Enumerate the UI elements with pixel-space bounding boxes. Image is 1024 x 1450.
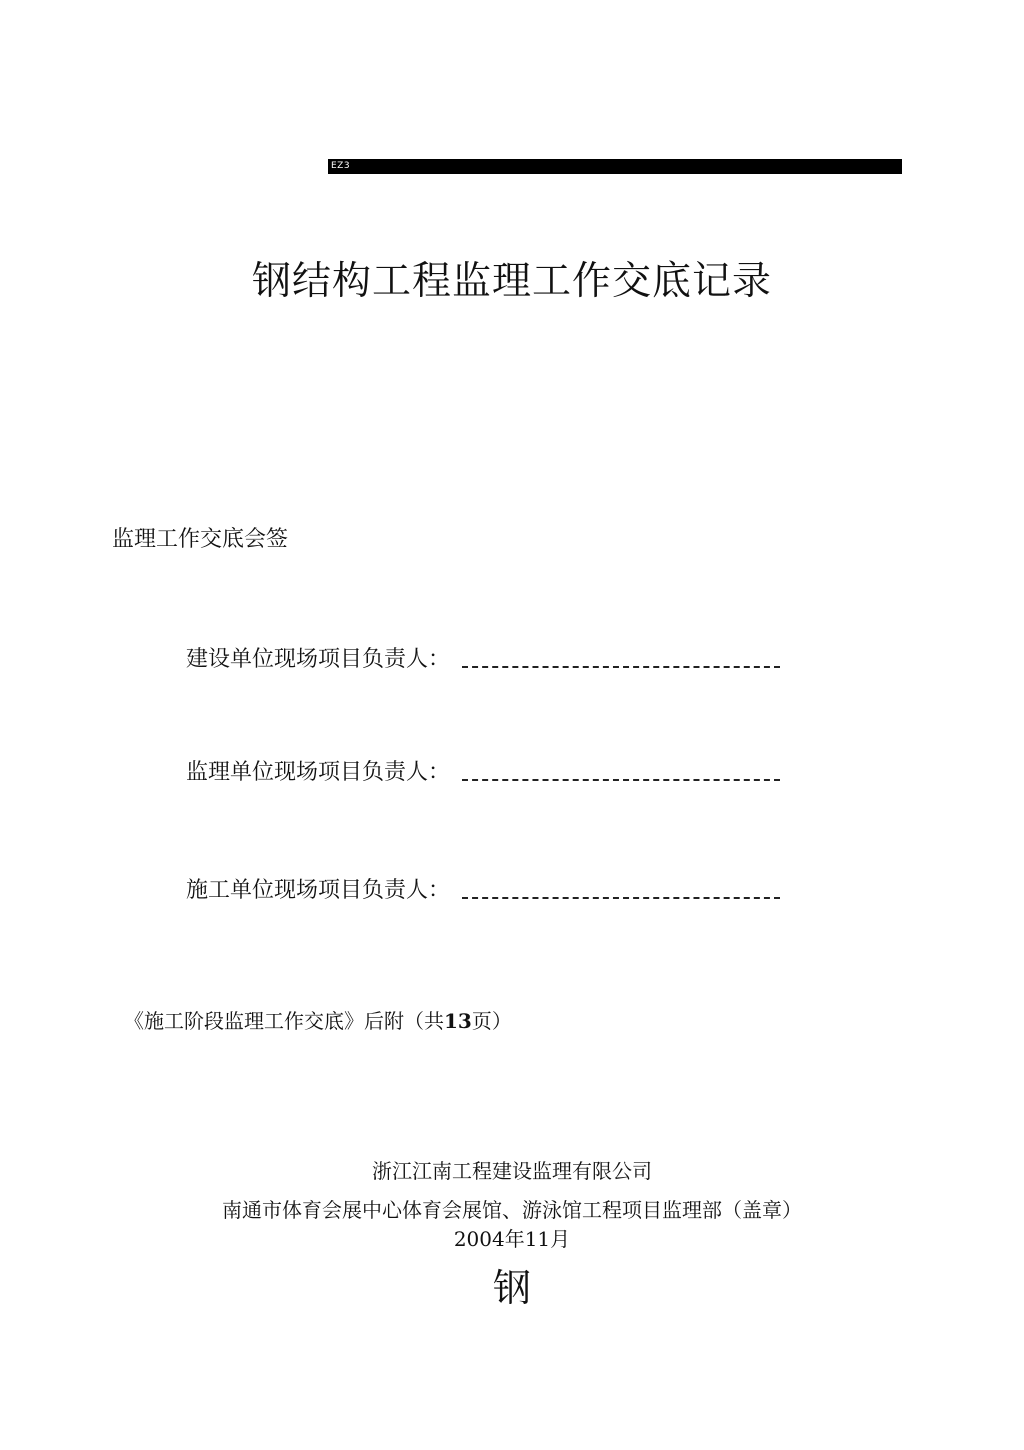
signature-row-construction [186,644,780,676]
signoff-heading: 监理工作交底会签 [112,527,289,552]
department-name: 南通市体育会展中心体育会展馆、游泳馆工程项目监理部（盖章） [222,1198,802,1222]
document-date: 2004年11月 [453,1227,571,1251]
attachment-prefix: 《施工阶段监理工作交底》后附（共 [124,1009,444,1033]
signature-line [462,757,780,781]
company-name: 浙江江南工程建设监理有限公司 [372,1159,652,1183]
attachment-page-count: 13 [444,1009,472,1033]
signature-line [462,644,780,668]
signature-label: 建设单位现场项目负责人： [186,647,451,672]
signature-row-contractor [186,875,780,907]
signature-line [462,875,780,899]
footer-character: 钢 [492,1266,531,1310]
signature-row-supervision [186,757,780,789]
signature-label: 监理单位现场项目负责人： [186,760,451,785]
attachment-suffix: 页） [471,1009,512,1033]
document-code: EZ3 [331,161,351,171]
attachment-note [124,1006,512,1036]
header-bar [328,159,902,174]
document-title: 钢结构工程监理工作交底记录 [251,259,772,304]
signature-label: 施工单位现场项目负责人： [186,878,451,903]
